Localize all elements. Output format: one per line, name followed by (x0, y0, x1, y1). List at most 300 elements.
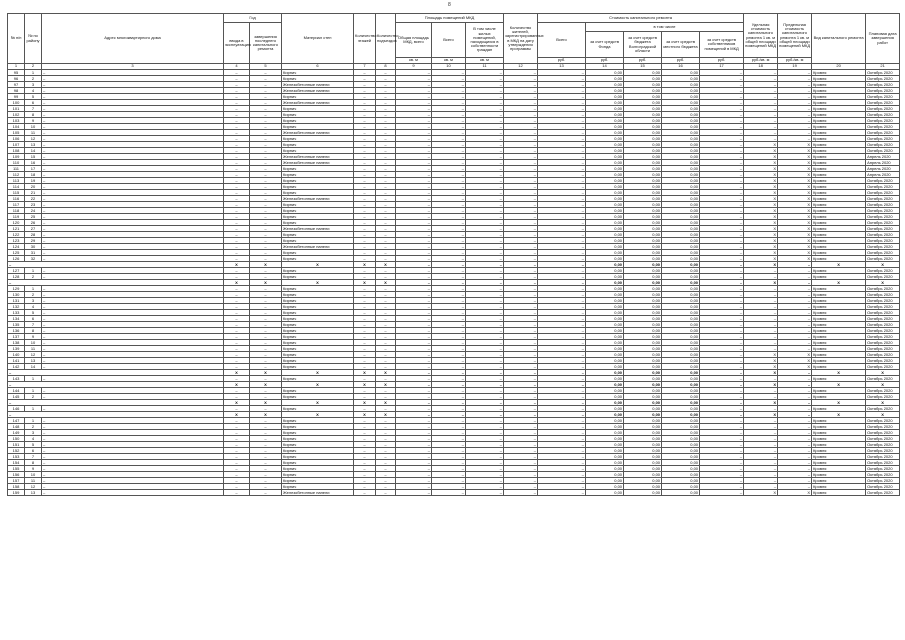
table-cell: Кровля (812, 316, 866, 322)
table-cell: 0,00 (586, 322, 624, 328)
table-cell: – (504, 376, 538, 382)
column-header: кв. м (432, 58, 466, 64)
table-cell: – (504, 412, 538, 418)
table-cell: – (250, 196, 282, 202)
table-cell: – (250, 250, 282, 256)
table-cell: – (396, 472, 432, 478)
table-cell: Октябрь 2020 (866, 190, 900, 196)
subtotal-label: – (8, 370, 224, 376)
table-cell: – (504, 94, 538, 100)
table-cell: – (504, 238, 538, 244)
table-cell: – (538, 292, 586, 298)
table-cell: – (744, 82, 778, 88)
table-cell: – (376, 166, 396, 172)
table-cell: – (354, 376, 376, 382)
table-cell: – (354, 136, 376, 142)
table-cell: 0,00 (662, 388, 700, 394)
table-cell: – (700, 268, 744, 274)
table-cell: Кирпич (282, 250, 354, 256)
table-cell: – (354, 442, 376, 448)
table-cell: – (744, 76, 778, 82)
table-cell: Кирпич (282, 448, 354, 454)
table-cell: – (466, 328, 504, 334)
table-cell: – (538, 352, 586, 358)
table-cell: – (466, 100, 504, 106)
subtotal-label: – (8, 262, 224, 268)
table-cell: 23 (25, 202, 42, 208)
table-cell: – (538, 460, 586, 466)
table-cell: – (700, 124, 744, 130)
table-cell: Кровля (812, 490, 866, 496)
table-cell: 0,00 (624, 358, 662, 364)
table-cell: – (250, 106, 282, 112)
table-cell: – (504, 460, 538, 466)
table-cell: 5 (25, 94, 42, 100)
table-cell: 154 (8, 460, 25, 466)
column-number: 18 (744, 64, 778, 70)
table-cell: – (354, 202, 376, 208)
table-cell: – (466, 490, 504, 496)
table-cell: – (700, 76, 744, 82)
table-cell: – (466, 346, 504, 352)
table-cell: X (778, 238, 812, 244)
table-cell: – (250, 118, 282, 124)
table-cell: – (538, 394, 586, 400)
table-cell: 0,00 (586, 136, 624, 142)
table-cell: – (396, 118, 432, 124)
table-cell: – (354, 424, 376, 430)
table-cell: – (538, 280, 586, 286)
table-cell: – (504, 142, 538, 148)
table-cell: – (396, 232, 432, 238)
table-cell: X (778, 166, 812, 172)
table-cell: 0,00 (586, 148, 624, 154)
table-cell: 0,00 (586, 172, 624, 178)
table-cell: 0,00 (662, 322, 700, 328)
table-cell: 0,00 (586, 220, 624, 226)
table-cell: – (538, 232, 586, 238)
table-cell: – (250, 334, 282, 340)
table-cell: – (744, 418, 778, 424)
table-cell: – (700, 352, 744, 358)
table-cell: – (354, 250, 376, 256)
table-cell: – (354, 70, 376, 76)
column-header: за счет средств бюджета Волгоградской области (624, 32, 662, 58)
table-cell: – (504, 208, 538, 214)
table-cell: 0,00 (586, 436, 624, 442)
table-cell: 0,00 (662, 364, 700, 370)
table-cell: – (466, 232, 504, 238)
table-cell: 7 (25, 322, 42, 328)
table-cell: – (376, 430, 396, 436)
table-cell: – (504, 172, 538, 178)
table-cell: – (396, 382, 432, 388)
table-cell: 151 (8, 442, 25, 448)
table-cell: – (700, 112, 744, 118)
table-cell: – (42, 106, 224, 112)
table-cell: X (354, 412, 376, 418)
table-cell: 0,00 (624, 142, 662, 148)
column-header: Количество жителей, зарегистрированных в МКД на дату утверждения программы (504, 14, 538, 64)
table-cell: 0,00 (662, 394, 700, 400)
table-cell: – (396, 358, 432, 364)
table-cell: – (504, 202, 538, 208)
table-cell: – (396, 256, 432, 262)
table-cell: – (466, 442, 504, 448)
table-cell: X (744, 364, 778, 370)
column-header: Всего (432, 23, 466, 58)
page-number: 8 (448, 2, 451, 8)
table-cell: 0,00 (586, 418, 624, 424)
column-header: кв. м (396, 58, 432, 64)
table-cell: – (504, 178, 538, 184)
table-cell: – (466, 280, 504, 286)
table-cell: – (376, 172, 396, 178)
table-cell: – (700, 286, 744, 292)
table-cell: X (744, 226, 778, 232)
table-cell: – (224, 82, 250, 88)
table-cell: – (42, 310, 224, 316)
table-cell: X (744, 160, 778, 166)
table-cell: – (42, 160, 224, 166)
table-cell: – (250, 322, 282, 328)
table-cell: – (778, 466, 812, 472)
table-cell: – (354, 358, 376, 364)
table-cell: X (778, 232, 812, 238)
table-cell: 145 (8, 394, 25, 400)
table-cell: – (224, 478, 250, 484)
table-cell: 134 (8, 316, 25, 322)
table-cell: 3 (25, 430, 42, 436)
table-cell: – (504, 226, 538, 232)
table-cell: 13 (25, 142, 42, 148)
table-cell: 0,00 (624, 220, 662, 226)
table-cell: 0,00 (624, 376, 662, 382)
table-cell: Кирпич (282, 364, 354, 370)
table-cell: Кирпич (282, 376, 354, 382)
table-cell: Октябрь 2020 (866, 274, 900, 280)
table-cell: – (354, 406, 376, 412)
table-cell: X (866, 412, 900, 418)
table-cell: – (354, 118, 376, 124)
table-cell: – (432, 238, 466, 244)
table-cell: – (504, 190, 538, 196)
table-cell: 0,00 (662, 484, 700, 490)
table-cell: – (376, 106, 396, 112)
table-cell: 131 (8, 298, 25, 304)
table-cell: – (432, 394, 466, 400)
table-cell: – (466, 460, 504, 466)
table-cell: 0,00 (586, 382, 624, 388)
table-cell: – (224, 430, 250, 436)
table-cell: – (42, 430, 224, 436)
table-cell: – (354, 352, 376, 358)
table-cell: – (224, 70, 250, 76)
table-cell: – (538, 436, 586, 442)
table-cell: – (538, 82, 586, 88)
table-cell: – (42, 454, 224, 460)
table-cell: Кровля (812, 94, 866, 100)
table-cell: – (224, 292, 250, 298)
table-cell: Кровля (812, 256, 866, 262)
table-cell: 0,00 (586, 196, 624, 202)
table-cell: Кирпич (282, 70, 354, 76)
table-cell: – (700, 166, 744, 172)
table-cell: – (354, 472, 376, 478)
table-cell: – (778, 130, 812, 136)
table-cell: 1 (25, 286, 42, 292)
table-cell: – (432, 142, 466, 148)
table-cell: – (744, 466, 778, 472)
table-cell: – (744, 454, 778, 460)
table-cell: – (504, 478, 538, 484)
table-cell: – (504, 286, 538, 292)
table-cell: – (744, 268, 778, 274)
table-cell: – (538, 424, 586, 430)
table-cell: – (432, 100, 466, 106)
table-cell: X (744, 250, 778, 256)
table-cell: – (42, 256, 224, 262)
table-cell: Кровля (812, 394, 866, 400)
table-cell: X (778, 220, 812, 226)
table-cell: 0,00 (586, 94, 624, 100)
table-cell: – (744, 70, 778, 76)
table-cell: Кирпич (282, 142, 354, 148)
table-cell: – (538, 322, 586, 328)
table-cell: 11 (25, 130, 42, 136)
table-cell: Кровля (812, 478, 866, 484)
table-cell: – (744, 124, 778, 130)
table-cell: – (396, 70, 432, 76)
table-cell: – (744, 346, 778, 352)
table-cell: – (354, 466, 376, 472)
table-cell: 0,00 (662, 268, 700, 274)
table-cell: 0,00 (586, 208, 624, 214)
table-cell: 14 (25, 364, 42, 370)
table-cell: – (376, 88, 396, 94)
table-cell: – (376, 376, 396, 382)
table-cell: – (432, 304, 466, 310)
table-cell: 0,00 (662, 370, 700, 376)
table-cell: – (224, 274, 250, 280)
table-cell: X (744, 184, 778, 190)
table-cell: 7 (25, 454, 42, 460)
table-cell: 0,00 (586, 424, 624, 430)
table-cell: – (250, 478, 282, 484)
table-cell: – (432, 340, 466, 346)
table-cell: X (744, 172, 778, 178)
table-cell: 4 (25, 436, 42, 442)
table-cell: – (778, 370, 812, 376)
table-cell: Кровля (812, 388, 866, 394)
table-cell: 144 (8, 388, 25, 394)
table-cell: – (354, 112, 376, 118)
table-cell: – (250, 142, 282, 148)
table-cell: – (376, 82, 396, 88)
table-cell: – (538, 466, 586, 472)
table-cell: – (466, 406, 504, 412)
table-cell: 0,00 (624, 460, 662, 466)
table-cell: – (396, 286, 432, 292)
table-cell: – (700, 322, 744, 328)
table-cell: – (396, 316, 432, 322)
table-cell: Октябрь 2020 (866, 484, 900, 490)
table-cell: Кровля (812, 304, 866, 310)
table-cell: 0,00 (586, 154, 624, 160)
table-cell: 124 (8, 244, 25, 250)
table-cell: Кровля (812, 322, 866, 328)
table-cell: 0,00 (624, 388, 662, 394)
table-cell: 0,00 (586, 448, 624, 454)
table-header (8, 14, 900, 70)
table-cell: – (432, 172, 466, 178)
table-cell: – (700, 154, 744, 160)
table-cell: Кровля (812, 466, 866, 472)
table-cell: – (250, 130, 282, 136)
table-cell: Кирпич (282, 112, 354, 118)
table-cell: – (432, 106, 466, 112)
table-cell: 103 (8, 118, 25, 124)
table-cell: 9 (25, 466, 42, 472)
table-cell: – (354, 328, 376, 334)
table-cell: – (354, 238, 376, 244)
table-cell: 5 (25, 310, 42, 316)
table-cell: – (42, 322, 224, 328)
table-cell: Октябрь 2020 (866, 298, 900, 304)
table-cell: 0,00 (662, 220, 700, 226)
table-cell: – (700, 262, 744, 268)
table-cell: – (396, 178, 432, 184)
table-cell: – (466, 112, 504, 118)
table-cell: – (250, 292, 282, 298)
table-cell: 155 (8, 466, 25, 472)
table-cell: – (432, 166, 466, 172)
table-cell: – (250, 76, 282, 82)
table-cell: – (42, 250, 224, 256)
table-cell: 132 (8, 304, 25, 310)
table-cell: 12 (25, 352, 42, 358)
table-cell: Октябрь 2020 (866, 328, 900, 334)
table-cell: – (504, 280, 538, 286)
table-cell: X (812, 412, 866, 418)
table-cell: 114 (8, 184, 25, 190)
table-cell: – (538, 412, 586, 418)
table-cell: – (224, 250, 250, 256)
table-cell: – (504, 262, 538, 268)
table-cell: – (700, 442, 744, 448)
table-cell: 0,00 (624, 448, 662, 454)
table-row (8, 490, 900, 496)
table-cell: – (504, 196, 538, 202)
table-cell: 0,00 (586, 214, 624, 220)
table-cell: 10 (25, 124, 42, 130)
table-cell: – (538, 202, 586, 208)
table-cell: – (42, 94, 224, 100)
table-cell: Октябрь 2020 (866, 292, 900, 298)
table-cell: X (354, 382, 376, 388)
table-cell: – (504, 364, 538, 370)
column-header: за счет средств Фонда (586, 32, 624, 58)
table-cell: 0,00 (586, 358, 624, 364)
column-header: в том числе (586, 23, 744, 32)
table-cell: Кровля (812, 484, 866, 490)
table-cell: 109 (8, 154, 25, 160)
table-cell: – (432, 76, 466, 82)
table-cell: – (354, 454, 376, 460)
table-cell: – (466, 376, 504, 382)
table-cell: – (396, 418, 432, 424)
table-cell: – (250, 406, 282, 412)
table-cell: 0,00 (624, 154, 662, 160)
table-cell: 14 (25, 148, 42, 154)
table-cell: – (224, 340, 250, 346)
table-cell: – (376, 268, 396, 274)
table-cell: X (744, 280, 778, 286)
column-header: № по району (25, 14, 42, 64)
table-cell: – (354, 232, 376, 238)
table-cell: 117 (8, 202, 25, 208)
table-cell: 30 (25, 244, 42, 250)
table-cell: – (538, 358, 586, 364)
table-cell: X (354, 370, 376, 376)
table-cell: Октябрь 2020 (866, 460, 900, 466)
table-cell: 0,00 (586, 454, 624, 460)
table-cell: – (354, 244, 376, 250)
table-cell: – (466, 364, 504, 370)
table-cell: – (42, 472, 224, 478)
table-cell: – (466, 70, 504, 76)
table-cell: Кровля (812, 274, 866, 280)
table-cell: – (396, 238, 432, 244)
column-header: Общая площадь МКД, всего (396, 23, 432, 58)
table-cell: – (224, 358, 250, 364)
table-cell: Кровля (812, 148, 866, 154)
table-cell: – (504, 418, 538, 424)
table-cell: – (504, 382, 538, 388)
table-cell: – (42, 202, 224, 208)
table-cell: – (504, 490, 538, 496)
table-cell: – (700, 100, 744, 106)
column-header: завершения последнего капитального ремонта (250, 23, 282, 64)
table-cell: Кирпич (282, 334, 354, 340)
column-number: 17 (700, 64, 744, 70)
table-cell: – (778, 328, 812, 334)
table-cell: 0,00 (624, 328, 662, 334)
table-cell: – (504, 70, 538, 76)
table-cell: – (42, 148, 224, 154)
table-cell: 119 (8, 214, 25, 220)
table-cell: – (396, 244, 432, 250)
table-cell: – (700, 208, 744, 214)
table-cell: 157 (8, 478, 25, 484)
table-cell: 0,00 (662, 148, 700, 154)
table-cell: – (432, 256, 466, 262)
table-cell: – (432, 160, 466, 166)
table-cell: – (376, 94, 396, 100)
table-cell: – (224, 154, 250, 160)
table-cell: 0,00 (586, 316, 624, 322)
table-cell: 0,00 (624, 466, 662, 472)
table-cell: – (466, 244, 504, 250)
table-cell: – (700, 424, 744, 430)
column-number: 13 (538, 64, 586, 70)
table-cell: X (778, 190, 812, 196)
table-cell: X (282, 280, 354, 286)
table-cell: – (504, 220, 538, 226)
table-cell: – (504, 406, 538, 412)
table-cell: 12 (25, 136, 42, 142)
table-cell: Октябрь 2020 (866, 418, 900, 424)
